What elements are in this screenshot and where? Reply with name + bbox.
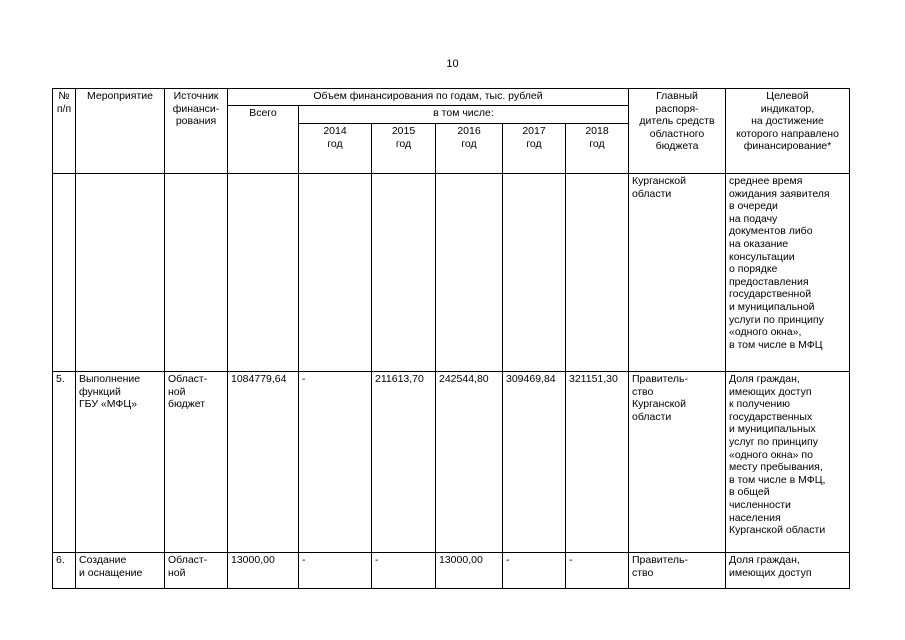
- header-including: в том числе:: [299, 106, 629, 124]
- row-num: [53, 174, 76, 372]
- row-2014: -: [299, 372, 372, 553]
- header-year-2015: 2015 год: [372, 124, 436, 174]
- row-2015: -: [372, 553, 436, 589]
- row-2016: 13000,00: [436, 553, 503, 589]
- financing-table: [52, 88, 850, 589]
- header-year-2014: 2014 год: [299, 124, 372, 174]
- row-event: Создание и оснащение: [76, 553, 165, 589]
- row-total: 13000,00: [228, 553, 299, 589]
- row-2017: 309469,84: [503, 372, 566, 553]
- table-row: [53, 553, 850, 589]
- row-2017: -: [503, 553, 566, 589]
- row-source: [165, 174, 228, 372]
- row-source: Област- ной бюджет: [165, 372, 228, 553]
- row-2016: [436, 174, 503, 372]
- header-year-2016: 2016 год: [436, 124, 503, 174]
- header-year-2018: 2018 год: [566, 124, 629, 174]
- header-volume: Объем финансирования по годам, тыс. рублей: [228, 89, 629, 106]
- row-total: [228, 174, 299, 372]
- row-indicator: Доля граждан, имеющих доступ к получению государственных и муниципальных услуг по принципу «одного окна» по месту пребывания, в том числе в МФЦ, в общей численности населения Курганской области: [726, 372, 850, 553]
- row-manager: Курганской области: [629, 174, 726, 372]
- header-year-2017: 2017 год: [503, 124, 566, 174]
- row-2014: [299, 174, 372, 372]
- header-manager: Главный распоря- дитель средств областного бюджета: [629, 89, 726, 174]
- row-2018: [566, 174, 629, 372]
- header-event: Мероприятие: [76, 89, 165, 174]
- row-2016: 242544,80: [436, 372, 503, 553]
- header-source: Источник финанси- рования: [165, 89, 228, 174]
- row-2015: [372, 174, 436, 372]
- row-2015: 211613,70: [372, 372, 436, 553]
- row-manager: Правитель- ство Курганской области: [629, 372, 726, 553]
- row-num: 6.: [53, 553, 76, 589]
- row-num: 5.: [53, 372, 76, 553]
- row-total: 1084779,64: [228, 372, 299, 553]
- row-2014: -: [299, 553, 372, 589]
- header-row-1: [53, 89, 850, 106]
- row-event: [76, 174, 165, 372]
- row-event: Выполнение функций ГБУ «МФЦ»: [76, 372, 165, 553]
- row-2018: 321151,30: [566, 372, 629, 553]
- page-number: 10: [446, 58, 459, 70]
- table-row: [53, 174, 850, 372]
- row-2017: [503, 174, 566, 372]
- header-total: Всего: [228, 106, 299, 174]
- row-2018: -: [566, 553, 629, 589]
- header-num: № п/п: [53, 89, 76, 174]
- table-row: [53, 372, 850, 553]
- row-indicator: Доля граждан, имеющих доступ: [726, 553, 850, 589]
- row-manager: Правитель- ство: [629, 553, 726, 589]
- row-source: Област- ной: [165, 553, 228, 589]
- row-indicator: среднее время ожидания заявителя в очереди на подачу документов либо на оказание консультации о порядке предоставления государственной и муниципальной услуги по принципу «одного окна», в том числе в МФЦ: [726, 174, 850, 372]
- header-indicator: Целевой индикатор, на достижение которого направлено финансирование*: [726, 89, 850, 174]
